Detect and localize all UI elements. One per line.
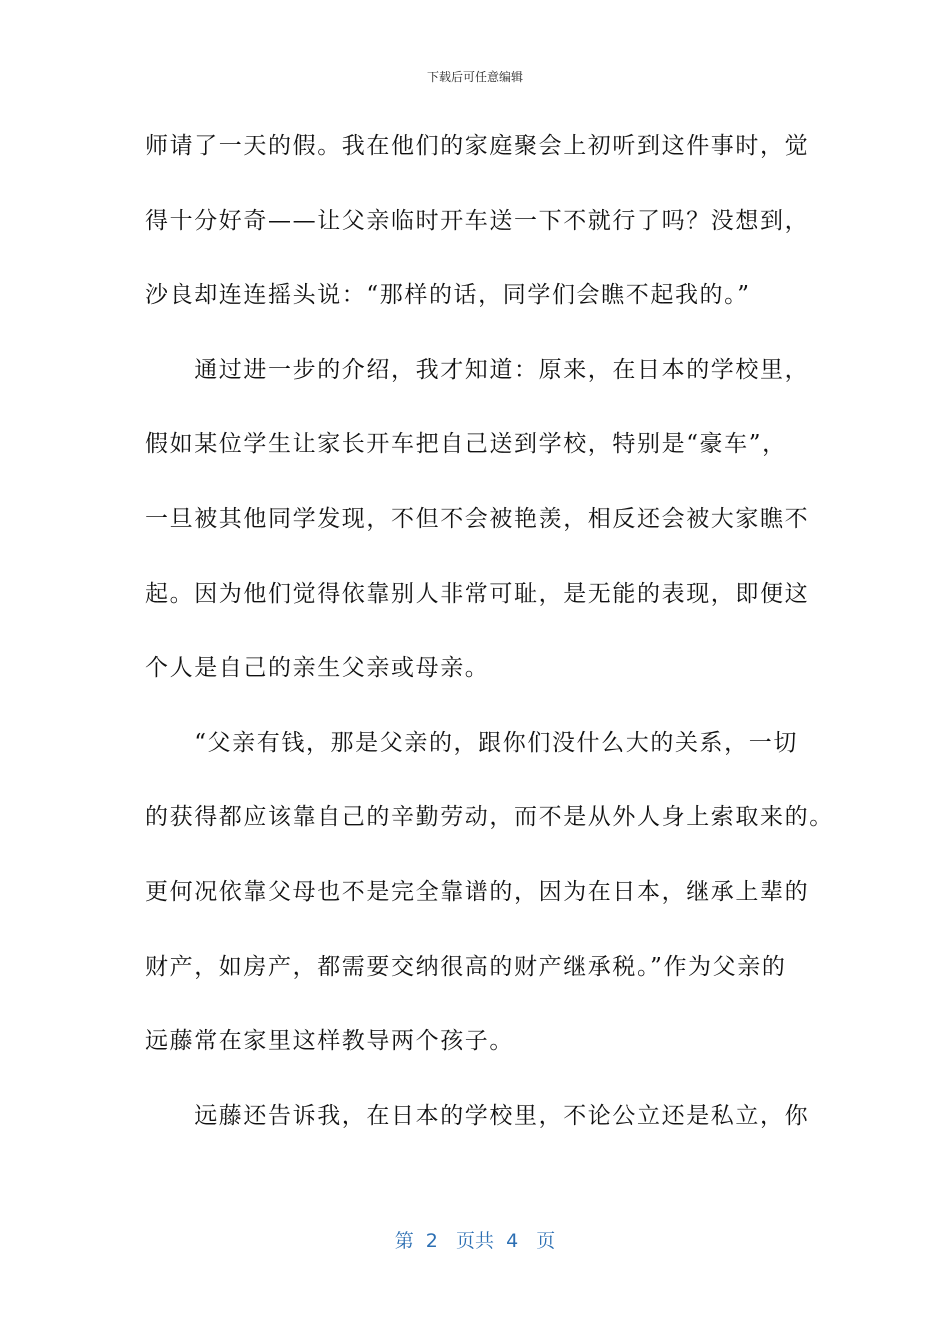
text-line: 起。因为他们觉得依靠别人非常可耻，是无能的表现，即便这 xyxy=(145,580,810,607)
text-line: 远藤还告诉我，在日本的学校里，不论公立还是私立，你 xyxy=(145,1102,810,1129)
text-line: 的获得都应该靠自己的辛勤劳动，而不是从外人身上索取来的。 xyxy=(145,804,834,831)
page-header: 下载后可任意编辑 xyxy=(426,70,523,84)
text-line: 沙良却连连摇头说：“那样的话，同学们会瞧不起我的。” xyxy=(145,282,751,309)
page-number-footer: 第 2 页共 4 页 xyxy=(394,1230,556,1252)
text-line: “父亲有钱，那是父亲的，跟你们没什么大的关系，一切 xyxy=(145,729,798,756)
text-line: 远藤常在家里这样教导两个孩子。 xyxy=(145,1028,514,1055)
text-line: 得十分好奇——让父亲临时开车送一下不就行了吗？没想到， xyxy=(145,207,810,234)
document-body xyxy=(145,130,834,1174)
text-line: 师请了一天的假。我在他们的家庭聚会上初听到这件事时，觉 xyxy=(145,133,810,159)
text-line: 假如某位学生让家长开车把自己送到学校，特别是“豪车”， xyxy=(145,431,787,458)
text-line: 通过进一步的介绍，我才知道：原来，在日本的学校里， xyxy=(145,356,810,383)
text-line: 更何况依靠父母也不是完全靠谱的，因为在日本，继承上辈的 xyxy=(145,878,810,905)
text-line: 一旦被其他同学发现，不但不会被艳羡，相反还会被大家瞧不 xyxy=(145,505,810,532)
text-line: 财产，如房产，都需要交纳很高的财产继承税。”作为父亲的 xyxy=(145,953,787,980)
text-line: 个人是自己的亲生父亲或母亲。 xyxy=(145,655,490,682)
